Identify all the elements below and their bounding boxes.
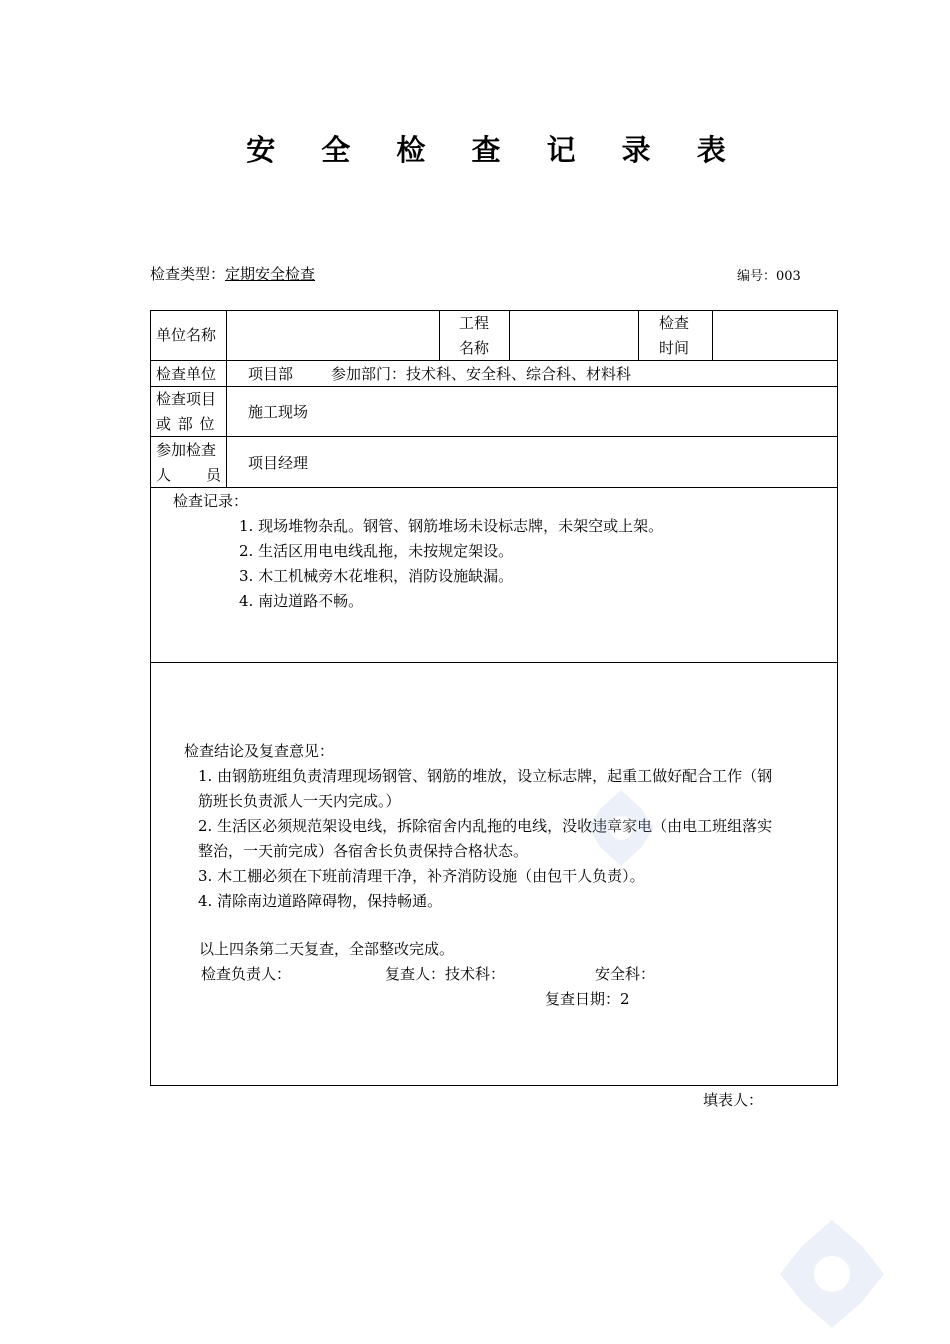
filler-label: 填表人： [703, 1091, 764, 1109]
col-divider [439, 311, 440, 360]
record-item: 3. 木工机械旁木花堆积，消防设施缺漏。 [239, 567, 514, 585]
departments [331, 362, 631, 387]
check-unit-value: 项目部 [248, 365, 294, 383]
serial-number [737, 265, 801, 284]
col-divider [638, 311, 639, 360]
record-item: 2. 生活区用电电线乱拖，未按规定架设。 [239, 542, 514, 560]
check-time-label-2: 时间 [659, 339, 690, 357]
record-item: 1. 现场堆物杂乱。钢管、钢筋堆场未设标志牌，未架空或上架。 [239, 517, 664, 535]
review-date-label: 复查日期：2 [545, 990, 630, 1008]
serial-label: 编号： [737, 269, 777, 284]
inspection-type-label: 检查类型： [150, 265, 226, 283]
col-divider [226, 311, 227, 487]
conclusion-line: 4. 清除南边道路障碍物，保持畅通。 [198, 892, 443, 910]
conclusion-label: 检查结论及复查意见： [184, 742, 335, 760]
project-name-label-1: 工程 [459, 314, 490, 332]
serial-value: 003 [776, 269, 801, 284]
row-divider [151, 662, 837, 663]
responsible-label: 检查负责人： [201, 965, 292, 983]
project-name-label-2: 名称 [459, 339, 490, 357]
inspection-type-value: 定期安全检查 [225, 265, 316, 283]
safety-label: 安全科： [595, 965, 656, 983]
unit-name-label: 单位名称 [156, 326, 217, 344]
records-label: 检查记录： [173, 492, 249, 510]
conclusion-summary: 以上四条第二天复查，全部整改完成。 [199, 940, 455, 958]
col-divider [509, 311, 510, 360]
row-divider [151, 436, 837, 437]
watermark-logo-icon [586, 788, 656, 868]
check-time-label-1: 检查 [659, 314, 690, 332]
row-divider [151, 360, 837, 361]
conclusion-line: 1. 由钢筋班组负责清理现场钢管、钢筋的堆放，设立标志牌，起重工做好配合工作（钢 [198, 767, 773, 785]
staff-label-2a: 人 [156, 466, 172, 484]
departments-label: 参加部门： [331, 365, 407, 383]
staff-label-2b: 员 [206, 466, 222, 484]
item-value: 施工现场 [248, 403, 309, 421]
inspection-type [150, 263, 337, 284]
reviewer-label: 复查人：技术科： [385, 965, 506, 983]
item-label-1: 检查项目 [156, 390, 217, 408]
conclusion-line: 3. 木工棚必须在下班前清理干净，补齐消防设施（由包干人负责）。 [198, 867, 645, 885]
staff-label-1: 参加检查 [156, 441, 217, 459]
col-divider [712, 311, 713, 360]
item-label-2: 或 部 位 [156, 415, 216, 433]
conclusion-line: 2. 生活区必须规范架设电线，拆除宿舍内乱拖的电线，没收违章家电（由电工班组落实 [198, 817, 773, 835]
watermark-logo-icon [778, 1218, 886, 1330]
page-title: 安 全 检 查 记 录 表 [246, 133, 744, 167]
conclusion-line: 整治，一天前完成）各宿舍长负责保持合格状态。 [198, 842, 529, 860]
row-divider [151, 487, 837, 488]
record-item: 4. 南边道路不畅。 [239, 592, 364, 610]
staff-value: 项目经理 [248, 454, 309, 472]
conclusion-line: 筋班长负责派人一天内完成。） [198, 792, 401, 810]
inspection-table [150, 310, 838, 1086]
departments-value: 技术科、安全科、综合科、材料科 [406, 365, 632, 383]
check-unit-label: 检查单位 [156, 365, 217, 383]
